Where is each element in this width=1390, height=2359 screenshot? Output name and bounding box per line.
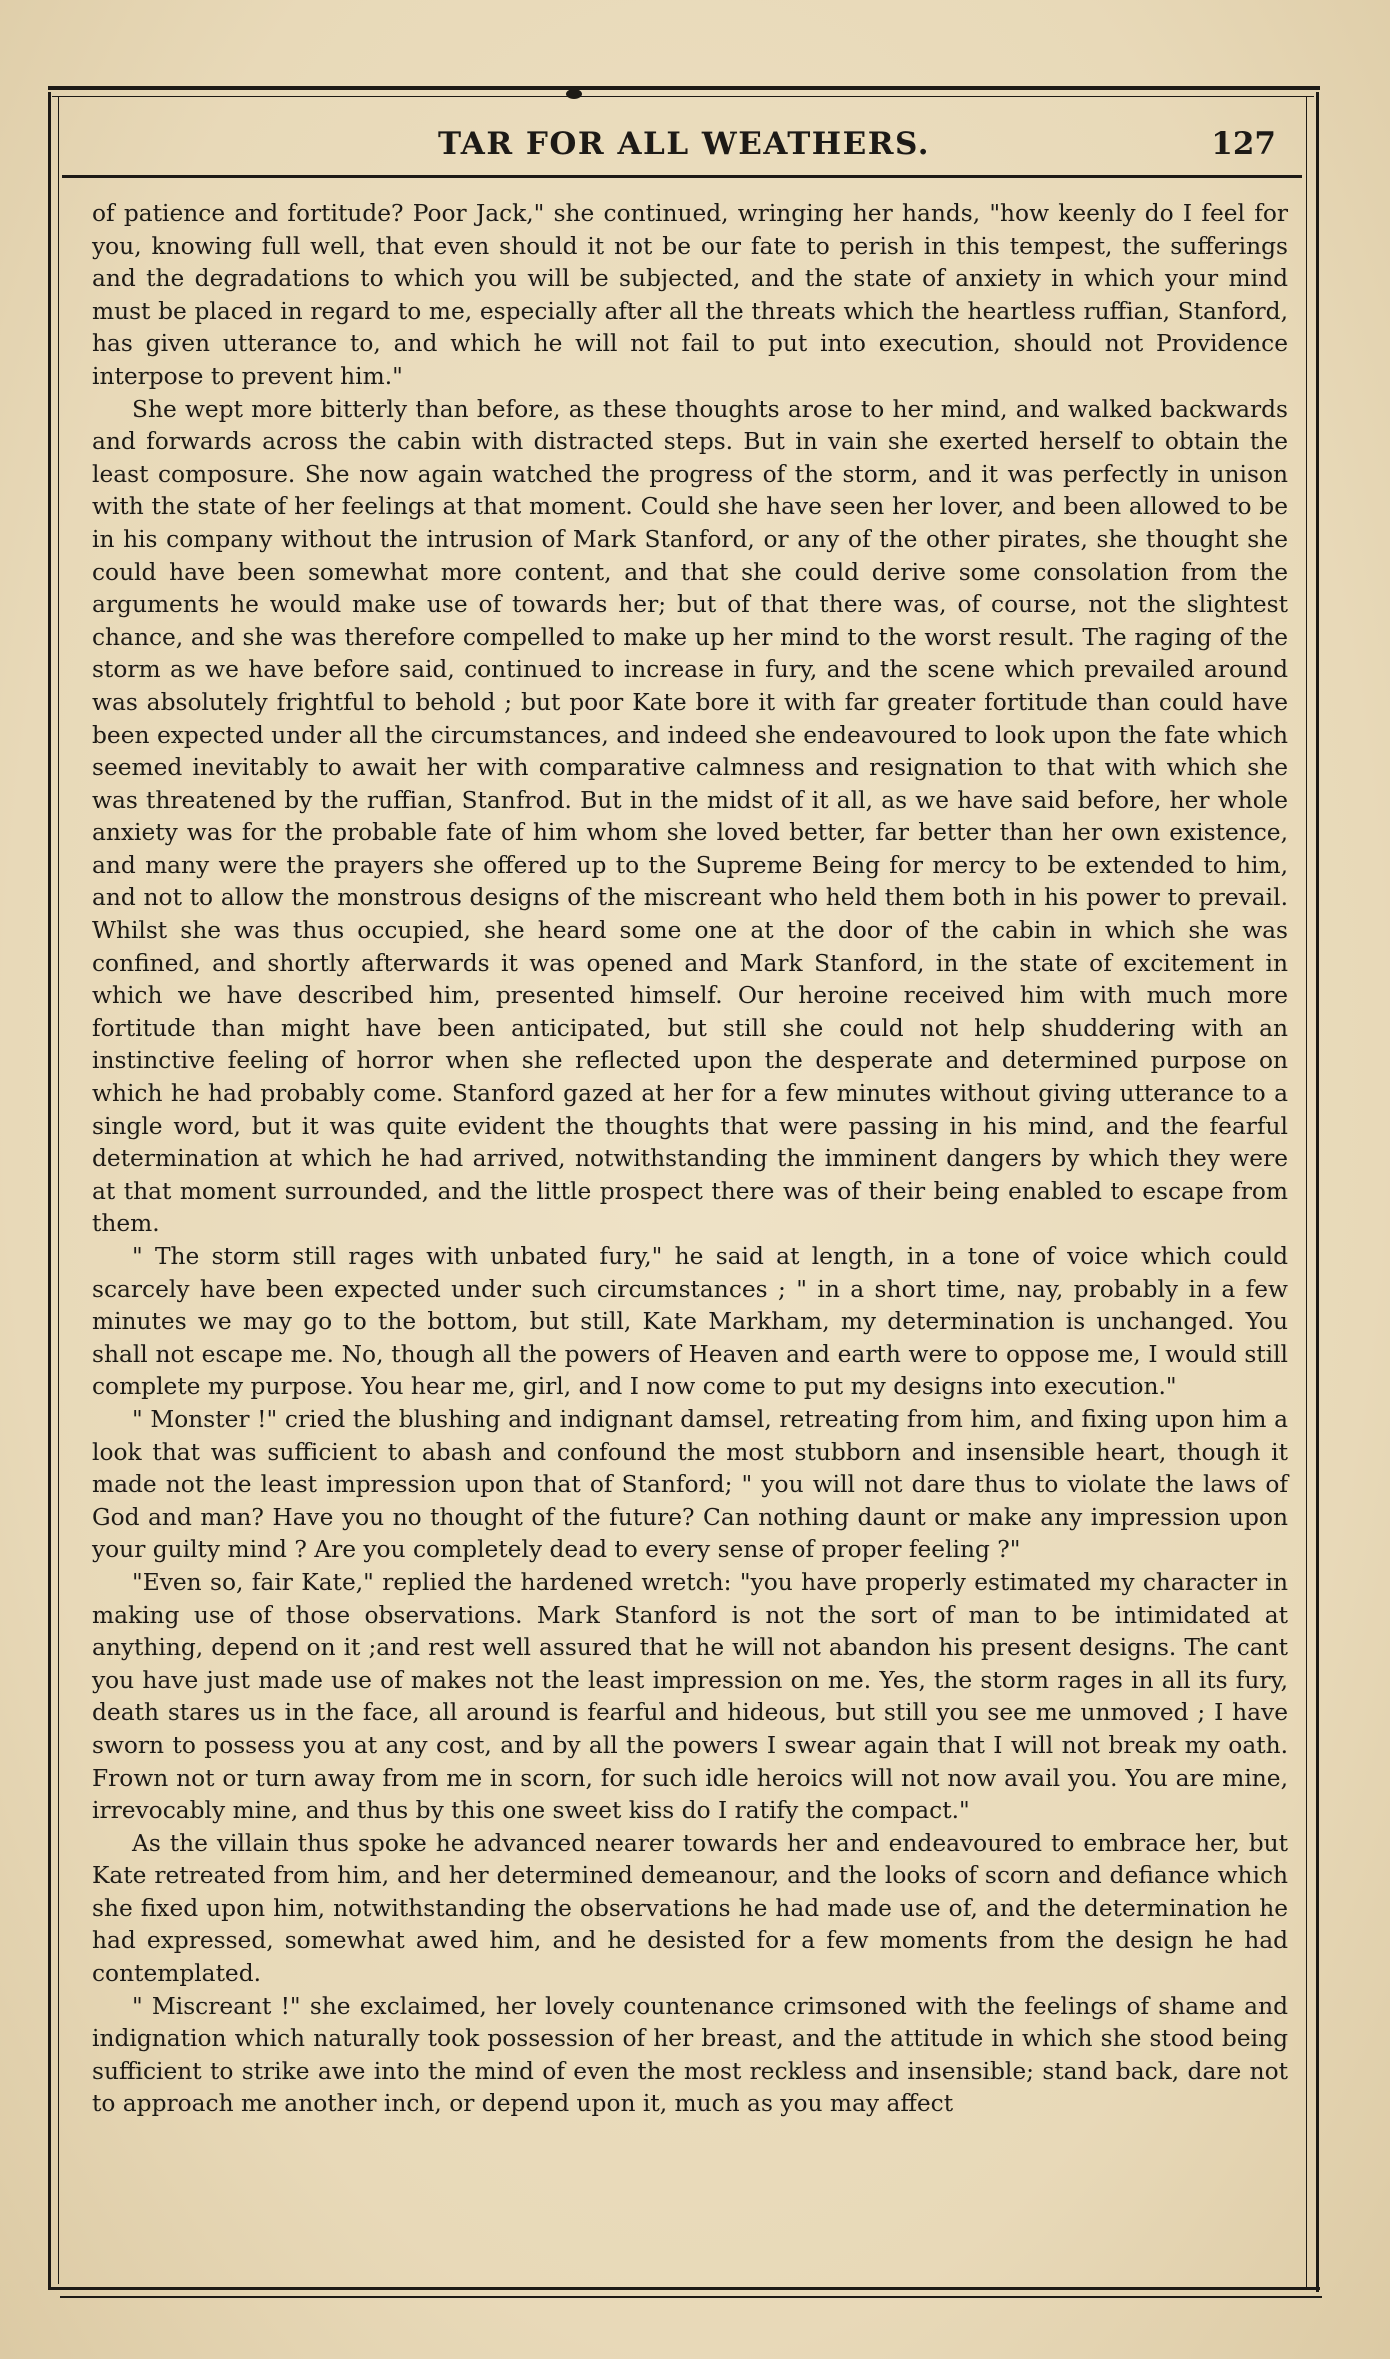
left-border-inner-rule [58, 96, 59, 2284]
bottom-border-rule [48, 2287, 1320, 2290]
paragraph: " Monster !" cried the blushing and indignant damsel, retreating from him, and fixing upon him a look that was sufficient to abash and confound the most stubborn and insensible heart, though it made not the least impression upon that of Stanford; " you will not dare thus to violate the laws of God and man? Have you no thought of the future? Can nothing daunt or make any impression upon your guilty mind ? Are you completely dead to every sense of proper feeling ?" [92, 1405, 1288, 1564]
right-border-rule [1316, 92, 1319, 2292]
left-border-rule [48, 92, 51, 2287]
bottom-border-inner-rule [60, 2296, 1322, 2298]
top-border-ornament [566, 89, 582, 99]
top-border-inner-rule [52, 96, 1314, 97]
running-title: TAR FOR ALL WEATHERS. [437, 126, 931, 162]
paragraph: " Miscreant !" she exclaimed, her lovely countenance crimsoned with the feelings of shame and indignation which naturally took possession of her breast, and the attitude in which she stood being sufficient to strike awe into the mind of even the most reckless and insensible; stand back, dare not to approach me another inch, or depend upon it, much as you may affect [92, 1992, 1288, 2118]
paragraph: of patience and fortitude? Poor Jack," she continued, wringing her hands, "how keenly do I feel for you, knowing full well, that even should it not be our fate to perish in this tempest, the sufferings and the degradations to which you will be subjected, and the state of anxiety in which your mind must be placed in regard to me, especially after all the threats which the heartless ruffian, Stanford, has given utterance to, and which he will not fail to put into execution, should not Providence interpose to prevent him." [92, 200, 1288, 390]
paragraph: She wept more bitterly than before, as these thoughts arose to her mind, and walked backwards and forwards across the cabin with distracted steps. But in vain she exerted herself to obtain the least composure. She now again watched the progress of the storm, and it was perfectly in unison with the state of her feelings at that moment. Could she have seen her lover, and been allowed to be in his company without the intrusion of Mark Stanford, or any of the other pirates, she thought she could have been somewhat more content, and that she could derive some consolation from the arguments he would make use of towards her; but of that there was, of course, not the slightest chance, and she was therefore compelled to make up her mind to the worst result. The raging of the storm as we have before said, continued to increase in fury, and the scene which prevailed around was absolutely frightful to behold ; but poor Kate bore it with far greater fortitude than could have been expected under all the circumstances, and indeed she endeavoured to look upon the fate which seemed inevitably to await her with comparative calmness and resignation to that with which she was threatened by the ruffian, Stanfrod. But in the midst of it all, as we have said before, her whole anxiety was for the probable fate of him whom she loved better, far better than her own existence, and many were the prayers she offered up to the Supreme Being for mercy to be extended to him, and not to allow the monstrous designs of the miscreant who held them both in his power to prevail. Whilst she was thus occupied, she heard some one at the door of the cabin in which she was confined, and shortly afterwards it was opened and Mark Stanford, in the state of excitement in which we have described him, presented himself. Our heroine received him with much more fortitude than might have been anticipated, but still she could not help shuddering with an instinctive feeling of horror when she reflected upon the desperate and determined purpose on which he had probably come. Stanford gazed at her for a few minutes without giving utterance to a single word, but it was quite evident the thoughts that were passing in his mind, and the fearful determination at which he had arrived, notwithstanding the imminent dangers by which they were at that moment surrounded, and the little prospect there was of their being enabled to escape from them. [92, 395, 1288, 1238]
header-rule [62, 175, 1302, 178]
paragraph: As the villain thus spoke he advanced nearer towards her and endeavoured to embrace her, but Kate retreated from him, and her determined demeanour, and the looks of scorn and defiance which she fixed upon him, notwithstanding the observations he had made use of, and the determination he had expressed, somewhat awed him, and he desisted for a few moments from the design he had contemplated. [92, 1829, 1288, 1988]
page-number: 127 [1211, 126, 1276, 162]
paragraph: "Even so, fair Kate," replied the hardened wretch: "you have properly estimated my character in making use of those observations. Mark Stanford is not the sort of man to be intimidated at anything, depend on it ;and rest well assured that he will not abandon his present designs. The cant you have just made use of makes not the least impression on me. Yes, the storm rages in all its fury, death stares us in the face, all around is fearful and hideous, but still you see me unmoved ; I have sworn to possess you at any cost, and by all the powers I swear again that I will not break my oath. Frown not or turn away from me in scorn, for such idle heroics will not now avail you. You are mine, irrevocably mine, and thus by this one sweet kiss do I ratify the compact." [92, 1568, 1288, 1825]
paragraph: " The storm still rages with unbated fury," he said at length, in a tone of voice which could scarcely have been expected under such circumstances ; " in a short time, nay, probably in a few minutes we may go to the bottom, but still, Kate Markham, my determination is unchanged. You shall not escape me. No, though all the powers of Heaven and earth were to oppose me, I would still complete my purpose. You hear me, girl, and I now come to put my designs into execution." [92, 1243, 1288, 1401]
right-border-inner-rule [1306, 96, 1307, 2288]
body-text [92, 198, 1288, 2121]
top-border-rule [48, 86, 1320, 90]
